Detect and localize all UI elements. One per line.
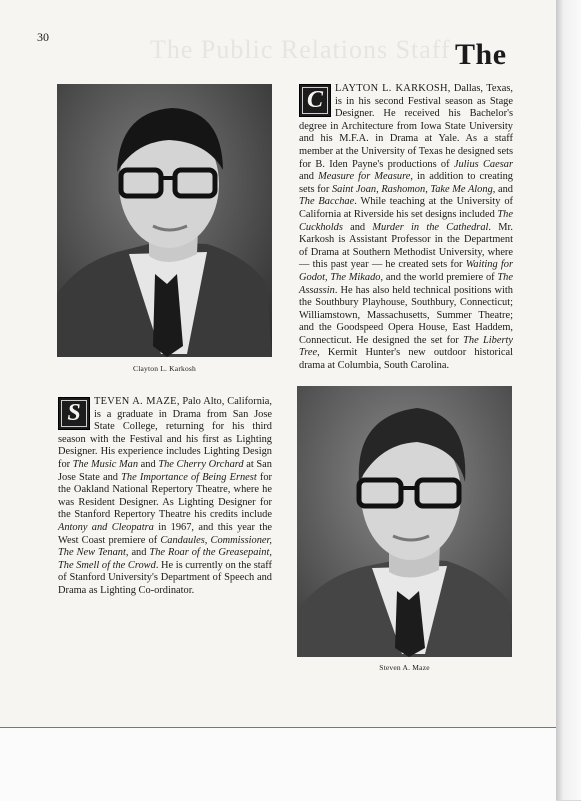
maze-caption: Steven A. Maze (379, 663, 430, 672)
karkosh-photo (57, 84, 272, 357)
page-number: 30 (37, 30, 49, 44)
karkosh-bio: C LAYTON L. KARKOSH, Dallas, Texas, is in his second Festival season as Stage Designer. He received his Bachelor's degree in Architecture from Iowa State University and his M.F.A. in Drama at Yale. As a staff member at the University of Texas he designed sets for B. Iden Payne's productions of Julius Caesar and Measure for Measure, in addition to creating sets for Saint Joan, Rashomon, Take Me Along, and The Bacchae. While teaching at the University of California at Riverside his set designs included The Cuckholds and Murder in the Cathedral. Mr. Karkosh is Assistant Professor in the Department of Drama at Southern Methodist University, where — this past year — he created sets for Waiting for Godot, The Mikado, and the world premiere of The Assassin. He has also held technical positions with the Southbury Playhouse, Southbury, Connecticut; Williamstown, Massachusetts, Summer Theatre; and the Goodspeed Opera House, East Haddem, Connecticut. He designed the set for The Liberty Tree, Kermit Hunter's new outdoor historical drama at Columbia, South Carolina. (299, 83, 514, 372)
karkosh-caption: Clayton L. Karkosh (133, 364, 196, 373)
maze-photo (297, 386, 512, 657)
maze-bio: S TEVEN A. MAZE, Palo Alto, California, is a graduate in Drama from San Jose State College, returning for his third season with the Festival and his first as Lighting Designer. His experience includes Lighting Design for The Music Man and The Cherry Orchard at San Jose State and The Importance of Being Ernest for the Oakland National Repertory Theatre, where he was Resident Designer. As Lighting Designer for the Stanford Repertory Theatre his credits include Antony and Cleopatra in 1967, and this year the West Coast premiere of Candaules, Commissioner, The New Tenant, and The Roar of the Greasepaint, The Smell of the Crowd. He is currently on the staff of Stanford University's Department of Speech and Drama as Lighting Co-ordinator. (58, 396, 273, 596)
karkosh-dropcap: C (299, 84, 331, 117)
maze-name: TEVEN A. MAZE (94, 396, 177, 407)
bleed-through-text: The Public Relations Staff (150, 35, 451, 64)
karkosh-name: LAYTON L. KARKOSH (335, 83, 448, 94)
maze-dropcap: S (58, 397, 90, 430)
scan-background (0, 727, 556, 801)
page-heading: The (455, 38, 507, 71)
page-edge (556, 0, 581, 800)
